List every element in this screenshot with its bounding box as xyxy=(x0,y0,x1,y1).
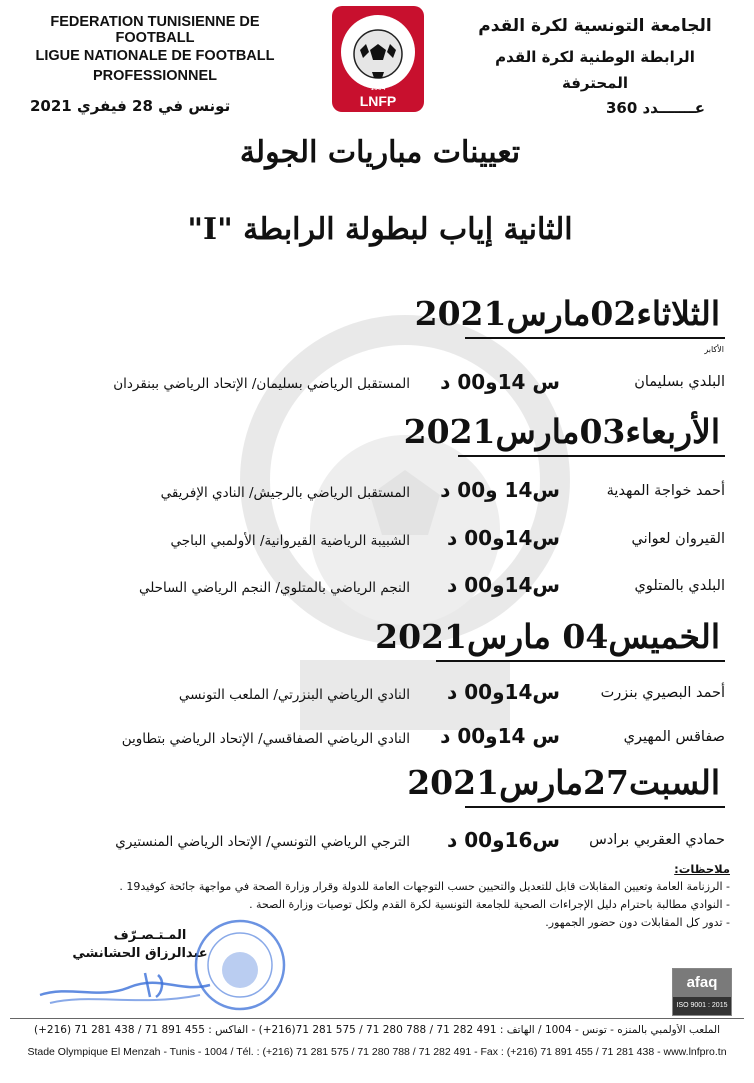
footer-address-ar: الملعب الأولمبي بالمنزه - تونس - 1004 / الهاتف : 491 282 71 / 788 280 71 / 575 281 71(216+) - الفاكس : 455 891 71 / 438 281 71 (216+) xyxy=(33,1024,720,1036)
federation-fr: FEDERATION TUNISIENNE DE FOOTBALL xyxy=(50,14,260,46)
match-teams: النادي الرياضي البنزرتي/ الملعب التونسي xyxy=(178,687,410,703)
day-heading: الأربعاء03مارس2021 xyxy=(403,412,720,451)
lnfp-logo xyxy=(332,6,424,112)
note-item: - تدور كل المقابلات دون حضور الجمهور. xyxy=(545,916,730,929)
match-venue: البلدي بسليمان xyxy=(634,374,725,390)
match-venue: أحمد البصيري بنزرت xyxy=(600,685,725,701)
match-teams: النادي الرياضي الصفاقسي/ الإتحاد الرياضي بتطاوين xyxy=(121,731,410,747)
day-heading: السبت27مارس2021 xyxy=(407,763,720,802)
match-time: س16و00 د xyxy=(447,828,560,852)
match-teams: النجم الرياضي بالمتلوي/ النجم الرياضي الساحلي xyxy=(138,580,410,596)
league-ar: الرابطة الوطنية لكرة القدم xyxy=(495,48,695,66)
day-underline xyxy=(465,337,725,339)
day-underline xyxy=(436,660,725,662)
footer-address-fr: Stade Olympique El Menzah - Tunis - 1004 / Tél. : (+216) 71 281 575 / 71 280 788 / 71 282 491 - Fax : (+216) 71 891 455 / 71 281 438 - www.lnfpro.tn xyxy=(27,1046,727,1058)
match-teams: المستقبل الرياضي بسليمان/ الإتحاد الرياضي ببنقردان xyxy=(113,376,410,392)
note-item: - النوادي مطالبة باحترام دليل الإجراءات الصحية للجامعة التونسية لكرة القدم ولكل توصيات وزارة الصحة . xyxy=(249,898,730,911)
document-date: تونس في 28 فيفري 2021 xyxy=(30,97,231,115)
match-venue: صفاقس المهيري xyxy=(623,729,725,745)
match-venue: القيروان لعواني xyxy=(631,531,725,547)
match-time: س14 و00 د xyxy=(440,478,560,502)
signature-stamp xyxy=(30,915,340,1015)
title-line-1: تعيينات مباريات الجولة xyxy=(239,135,521,170)
lnfp-watermark xyxy=(240,300,570,740)
match-time: س14و00 د xyxy=(447,526,560,550)
match-teams: المستقبل الرياضي بالرجيش/ النادي الإفريقي xyxy=(160,485,410,501)
category-label: الأكابر xyxy=(704,345,724,354)
notes-heading: ملاحظات: xyxy=(674,862,730,876)
league-fr: LIGUE NATIONALE DE FOOTBALL xyxy=(35,48,275,64)
match-teams: الترجي الرياضي التونسي/ الإتحاد الرياضي المنستيري xyxy=(115,834,410,850)
afaq-logo: afaq xyxy=(673,969,731,997)
logo-year: 1994 xyxy=(370,85,386,92)
afaq-certification-badge xyxy=(672,968,732,1016)
match-time: س14و00 د xyxy=(447,680,560,704)
note-item: - الرزنامة العامة وتعيين المقابلات قابل للتعديل والتحيين حسب التوجهات العامة للدولة وقرار وزارة الصحة في مواجهة جائحة كوفيد19 . xyxy=(119,880,730,893)
document-number: عـــــــدد 360 xyxy=(605,99,705,117)
signatory-name: عبدالرزاق الحشانشي xyxy=(72,946,208,961)
title-line-2: الثانية إياب لبطولة الرابطة "I" xyxy=(187,212,573,247)
federation-ar: الجامعة التونسية لكرة القدم xyxy=(478,16,712,36)
match-venue: حمادي العقربي برادس xyxy=(589,832,725,848)
day-heading: الخميس04 مارس2021 xyxy=(375,617,720,656)
match-time: س 14و00 د xyxy=(440,370,560,394)
match-venue: البلدي بالمتلوي xyxy=(634,578,725,594)
league-fr-2: PROFESSIONNEL xyxy=(92,68,218,84)
day-heading: الثلاثاء02مارس2021 xyxy=(414,294,720,333)
match-teams: الشبيبة الرياضية القيروانية/ الأولمبي الباجي xyxy=(170,533,410,549)
match-venue: أحمد خواجة المهدية xyxy=(606,483,725,499)
signatory-title: المـتـصـرّف xyxy=(113,928,187,943)
match-time: س 14و00 د xyxy=(440,724,560,748)
iso-label: ISO 9001 : 2015 xyxy=(673,997,731,1015)
match-time: س14و00 د xyxy=(447,573,560,597)
logo-text: LNFP xyxy=(359,93,397,109)
footer-divider xyxy=(10,1018,744,1019)
league-ar-2: المحترفة xyxy=(561,74,628,92)
day-underline xyxy=(465,806,725,808)
day-underline xyxy=(458,455,725,457)
